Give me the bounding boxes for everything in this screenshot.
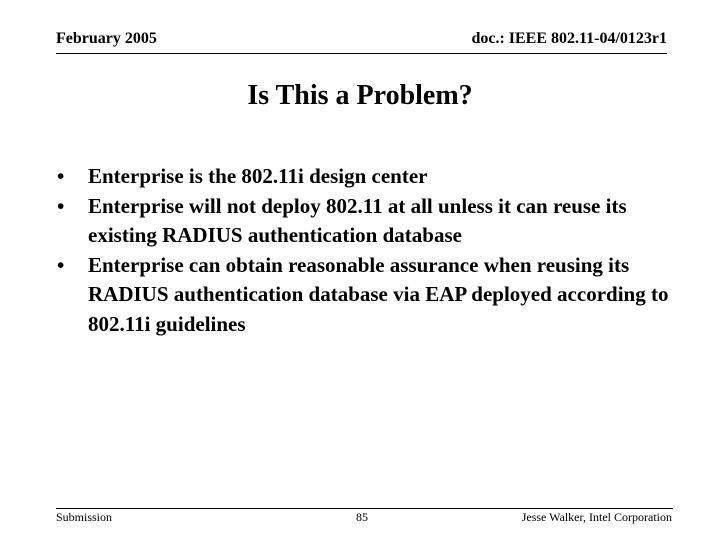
footer-submission: Submission (56, 510, 113, 524)
header-doc-id: doc.: IEEE 802.11-04/0123r1 (471, 30, 667, 47)
bullet-list (57, 162, 697, 339)
header-divider (56, 53, 667, 54)
bullet-text: Enterprise is the 802.11i design center (88, 164, 428, 188)
footer-divider (56, 508, 673, 509)
bullet-icon: • (57, 164, 65, 188)
header-date: February 2005 (56, 30, 157, 47)
footer-page-number: 85 (356, 510, 368, 524)
bullet-text: Enterprise can obtain reasonable assurance when reusing its RADIUS authentication database via EAP deployed according to 802.11i guidelines (88, 252, 669, 336)
bullet-item (57, 251, 697, 340)
bullet-icon: • (57, 193, 65, 218)
bullet-item (57, 192, 697, 251)
bullet-icon: • (57, 252, 65, 277)
slide-title: Is This a Problem? (247, 80, 473, 111)
footer-author: Jesse Walker, Intel Corporation (521, 510, 672, 524)
bullet-item (57, 162, 697, 192)
bullet-text: Enterprise will not deploy 802.11 at all unless it can reuse its existing RADIUS authentication database (88, 193, 627, 247)
